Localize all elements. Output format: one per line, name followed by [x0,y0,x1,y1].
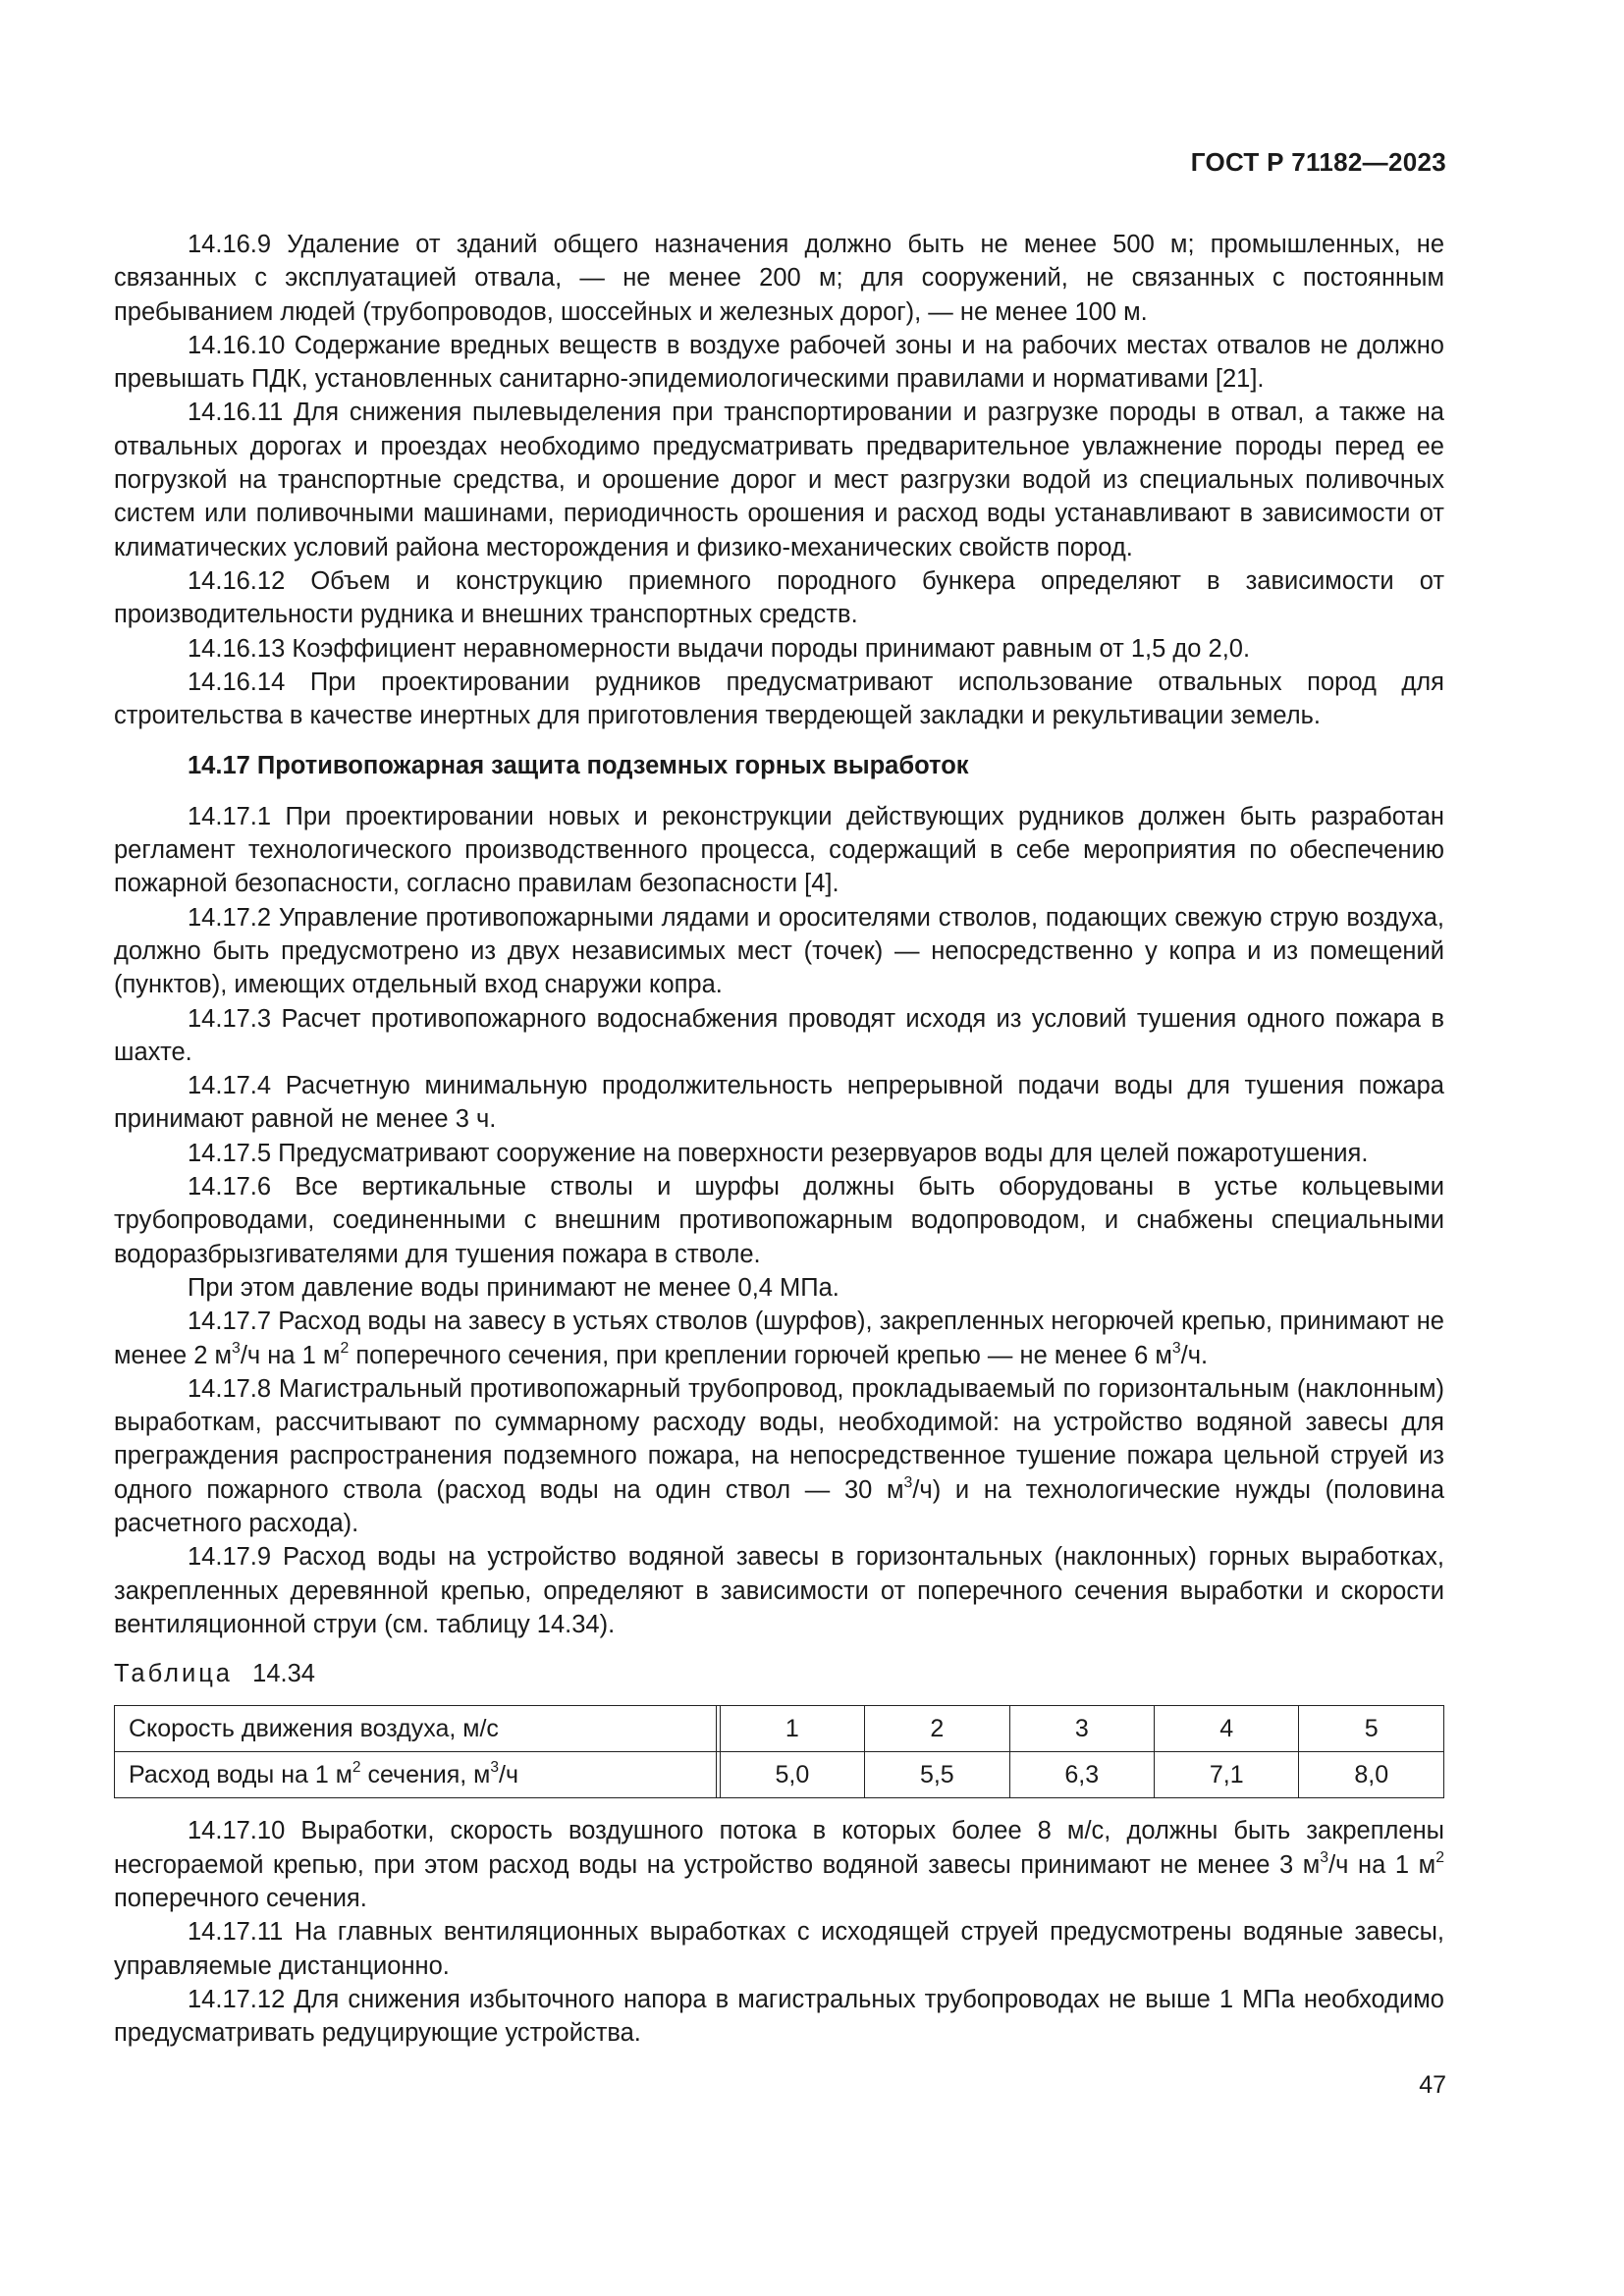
paragraph-14-17-6: 14.17.6 Все вертикальные стволы и шурфы должны быть оборудованы в устье кольцевыми трубопроводами, соединенными с внешним противопожарным водопроводом, и снабжены специальными водоразбрызгивателями для тушения пожара в стволе. [114,1173,1444,1268]
document-header-standard-code: ГОСТ Р 71182—2023 [1190,147,1446,177]
table-cell: 5 [1299,1706,1444,1752]
table-cell: 6,3 [1009,1752,1154,1798]
paragraph-14-17-3: 14.17.3 Расчет противопожарного водоснабжения проводят исходя из условий тушения одного пожара в шахте. [114,1004,1444,1066]
table-caption-number: 14.34 [252,1660,315,1688]
paragraph-14-16-9: 14.16.9 Удаление от зданий общего назначения должно быть не менее 500 м; промышленных, не связанных с эксплуатацией отвала, — не менее 200 м; для сооружений, не связанных с постоянным пребыванием людей (трубопроводов, шоссейных и железных дорог), — не менее 100 м. [114,231,1444,326]
table-row-air-speed [115,1706,1444,1752]
table-14-34 [114,1705,1444,1798]
text-run: /ч. [1180,1341,1209,1369]
superscript: 2 [340,1339,350,1357]
text-run: 14.17.7 Расход воды на завесу в устьях стволов (шурфов), закрепленных негорючей крепью, принимают не менее 2 м [114,1308,1444,1369]
superscript: 2 [1435,1848,1444,1866]
paragraph-14-17-11: 14.17.11 На главных вентиляционных выработках с исходящей струей предусмотрены водяные завесы, управляемые дистанционно. [114,1918,1444,1980]
table-cell: 5,5 [865,1752,1009,1798]
paragraph-14-17-7 [114,1305,1444,1372]
table-cell: 7,1 [1155,1752,1299,1798]
superscript: 2 [352,1759,361,1777]
paragraph-14-17-12: 14.17.12 Для снижения избыточного напора в магистральных трубопроводах не выше 1 МПа необходимо предусматривать редуцирующие устройства. [114,1985,1444,2048]
table-cell: 3 [1009,1706,1154,1752]
paragraph-14-17-8 [114,1372,1444,1540]
paragraph-14-17-4: 14.17.4 Расчетную минимальную продолжительность непрерывной подачи воды для тушения пожара принимают равной не менее 3 ч. [114,1072,1444,1134]
paragraph-14-17-6-pressure: При этом давление воды принимают не менее 0,4 МПа. [188,1273,839,1302]
text-run: поперечного сечения. [114,1885,367,1913]
text-run: сечения, м [360,1761,491,1789]
table-cell: 1 [720,1706,864,1752]
text-run: 14.17.10 Выработки, скорость воздушного потока в которых более 8 м/с, должны быть закреплены несгораемой крепью, при этом расход воды на устройство водяной завесы принимают не менее 3 м [114,1817,1444,1879]
paragraph-14-17-5: 14.17.5 Предусматривают сооружение на поверхности резервуаров воды для целей пожаротушения. [188,1139,1369,1167]
text-run: /ч [499,1761,518,1789]
text-run: поперечного сечения, при креплении горючей крепью — не менее 6 м [349,1341,1172,1369]
paragraph-14-16-14: 14.16.14 При проектировании рудников предусматривают использование отвальных пород для строительства в качестве инертных для приготовления твердеющей закладки и рекультивации земель. [114,667,1444,730]
paragraph-14-16-10: 14.16.10 Содержание вредных веществ в воздухе рабочей зоны и на рабочих местах отвалов не должно превышать ПДК, установленных санитарно-эпидемиологическими правилами и нормативами [21]. [114,331,1444,394]
table-cell: 2 [865,1706,1009,1752]
table-caption-word: Таблица [114,1660,233,1688]
superscript: 3 [903,1473,913,1491]
superscript: 3 [490,1759,499,1777]
paragraph-14-17-9: 14.17.9 Расход воды на устройство водяной завесы в горизонтальных (наклонных) горных выработках, закрепленных деревянной крепью, определяют в зависимости от поперечного сечения выработки и скорости вентиляционной струи (см. таблицу 14.34). [114,1543,1444,1638]
text-run: /ч на 1 м [240,1341,341,1369]
paragraph-14-16-13: 14.16.13 Коэффициент неравномерности выдачи породы принимают равным от 1,5 до 2,0. [188,634,1251,663]
superscript: 3 [1320,1848,1329,1866]
table-cell: 4 [1155,1706,1299,1752]
paragraph-14-16-12: 14.16.12 Объем и конструкцию приемного породного бункера определяют в зависимости от производительности рудника и внешних транспортных средств. [114,566,1444,629]
paragraph-14-17-10 [114,1814,1444,1915]
spacer [114,1798,1444,1814]
text-run: 14.17.8 Магистральный противопожарный трубопровод, прокладываемый по горизонтальным (наклонным) выработкам, рассчитывают по суммарному расходу воды, необходимой: на устройство водяной завесы для преграждения распространения подземного пожара, на непосредственное тушение пожара цельной струей из одного пожарного ствола (расход воды на один ствол — 30 м [114,1374,1444,1504]
paragraph-14-17-2: 14.17.2 Управление противопожарными лядами и оросителями стволов, подающих свежую струю воздуха, должно быть предусмотрено из двух независимых мест (точек) — непосредственно у копра и из помещений (пунктов), имеющих отдельный вход снаружи копра. [114,903,1444,999]
document-body [114,228,1444,2051]
table-row-label: Скорость движения воздуха, м/с [115,1706,717,1752]
text-run: Расход воды на 1 м [129,1761,352,1789]
table-cell: 8,0 [1299,1752,1444,1798]
table-cell: 5,0 [720,1752,864,1798]
text-run: /ч) и на технологические нужды (половина расчетного расхода). [114,1475,1444,1537]
superscript: 3 [1171,1339,1181,1357]
section-heading-14-17: 14.17 Противопожарная защита подземных горных выработок [188,752,969,780]
text-run: /ч на 1 м [1328,1850,1436,1879]
paragraph-14-17-1: 14.17.1 При проектировании новых и реконструкции действующих рудников должен быть разработан регламент технологического производственного процесса, содержащий в себе мероприятия по обеспечению пожарной безопасности, согласно правилам безопасности [4]. [114,802,1444,898]
paragraph-14-16-11: 14.16.11 Для снижения пылевыделения при транспортировании и разгрузке породы в отвал, а также на отвальных дорогах и проездах необходимо предусматривать предварительное увлажнение породы перед ее погрузкой на транспортные средства, и орошение дорог и мест разгрузки водой из специальных поливочных систем или поливочными машинами, периодичность орошения и расход воды устанавливают в зависимости от климатических условий района месторождения и физико-механических свойств пород. [114,399,1444,561]
superscript: 3 [232,1339,241,1357]
page-number: 47 [1419,2071,1446,2099]
table-row-label [115,1752,717,1798]
table-row-water-flow [115,1752,1444,1798]
table-caption [114,1657,1444,1690]
